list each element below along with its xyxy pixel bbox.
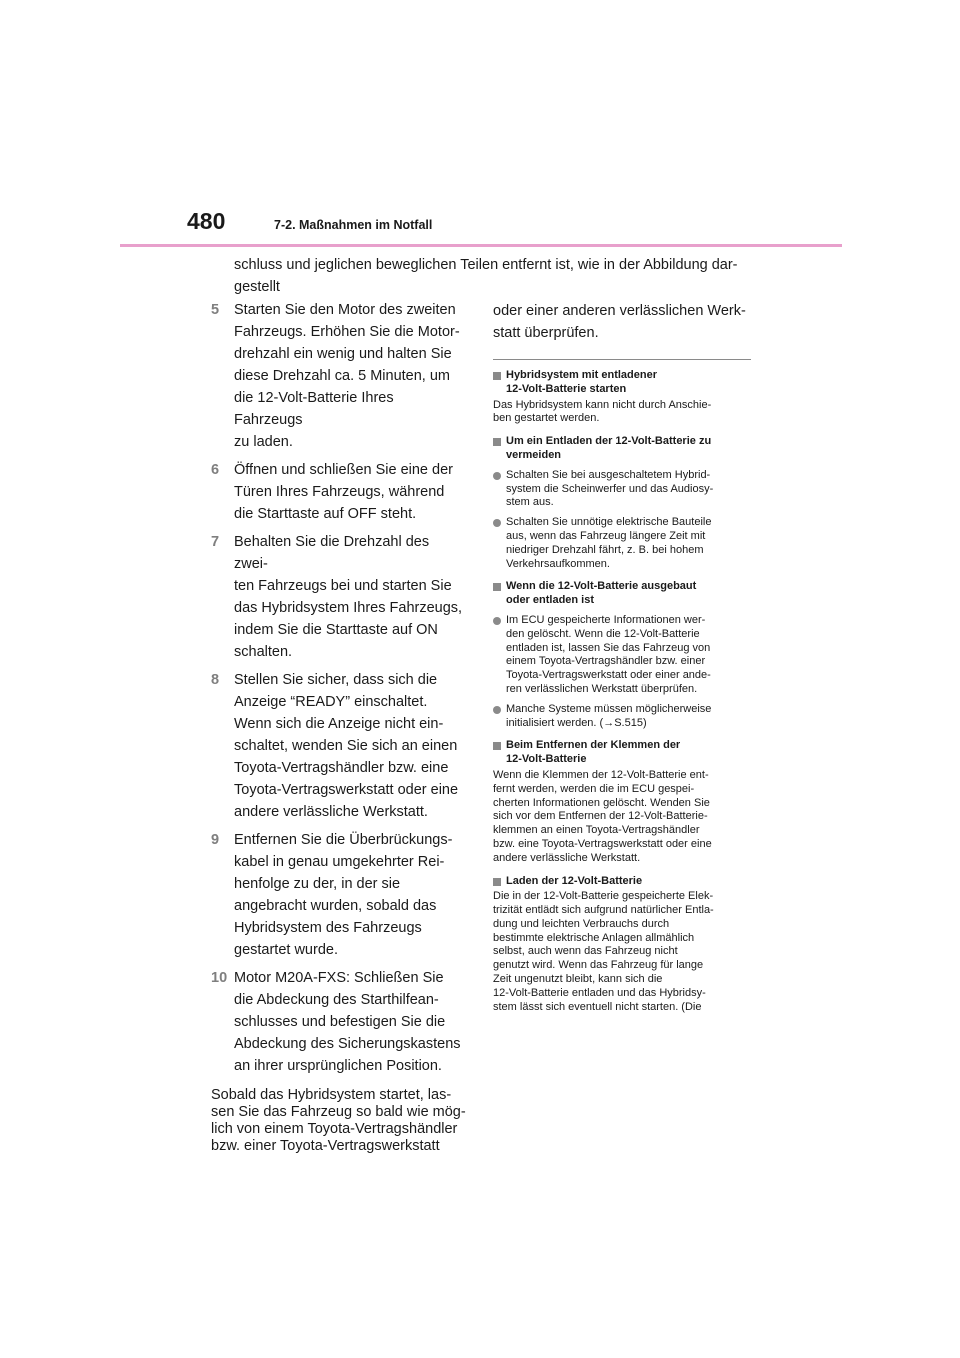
text-line: Behalten Sie die Drehzahl des zwei- xyxy=(234,534,430,572)
text-line: drehzahl ein wenig und halten Sie xyxy=(234,346,452,362)
step-number: 10 xyxy=(211,970,228,986)
step-item xyxy=(211,967,466,1077)
note-heading xyxy=(506,369,657,397)
text-line: Sobald das Hybridsystem startet, las- xyxy=(211,1087,452,1103)
text-line: initialisiert werden. (→S.515) xyxy=(506,716,647,729)
text-line: trizität entlädt sich aufgrund natürlicher Entla- xyxy=(493,904,714,917)
text-line: Fahrzeugs. Erhöhen Sie die Motor- xyxy=(234,324,460,340)
text-line: Abdeckung des Sicherungskastens xyxy=(234,1036,461,1052)
bullet-text xyxy=(506,703,711,731)
text-line: indem Sie die Starttaste auf ON xyxy=(234,622,438,638)
step-number: 8 xyxy=(211,672,220,688)
text-line: Wenn die Klemmen der 12-Volt-Batterie ent- xyxy=(493,768,709,781)
text-line: diese Drehzahl ca. 5 Minuten, um xyxy=(234,368,450,384)
step-number: 7 xyxy=(211,534,220,550)
text-line: oder entladen ist xyxy=(506,594,595,607)
text-line: ren verlässlichen Werkstatt überprüfen. xyxy=(506,682,698,695)
text-line: kabel in genau umgekehrter Rei- xyxy=(234,854,445,870)
chapter-title: 7-2. Maßnahmen im Notfall xyxy=(274,218,433,232)
text-line: Entfernen Sie die Überbrückungs- xyxy=(234,832,453,848)
text-line: 12-Volt-Batterie xyxy=(506,753,587,766)
text-line: system die Scheinwerfer und das Audiosy- xyxy=(506,482,714,495)
step-item xyxy=(211,299,466,453)
text-line: Toyota-Vertragswerkstatt oder eine xyxy=(234,782,459,798)
step-text xyxy=(234,967,461,1077)
text-line: Hybridsystem mit entladener xyxy=(506,369,657,381)
step-text xyxy=(234,669,458,823)
note-body xyxy=(493,399,751,427)
text-line: ten Fahrzeugs bei und starten Sie xyxy=(234,578,452,594)
text-line: bzw. einer Toyota-Vertragswerkstatt xyxy=(211,1138,440,1154)
text-line: die Starttaste auf OFF steht. xyxy=(234,506,417,522)
text-line: Verkehrsaufkommen. xyxy=(506,557,610,570)
text-line: schaltet, wenden Sie sich an einen xyxy=(234,738,458,754)
note-title xyxy=(493,739,751,767)
text-line: andere verlässliche Werkstatt. xyxy=(234,804,428,820)
text-line: Hybridsystem des Fahrzeugs xyxy=(234,920,422,936)
note-bullet xyxy=(493,703,751,731)
note-title xyxy=(493,369,751,397)
step-text xyxy=(234,829,452,961)
continuation-paragraph xyxy=(493,300,751,344)
text-line: selbst, auch wenn das Fahrzeug nicht xyxy=(493,945,678,958)
text-line: andere verlässliche Werkstatt. xyxy=(493,851,641,864)
note-bullet xyxy=(493,469,751,510)
text-line: die Abdeckung des Starthilfean- xyxy=(234,992,439,1008)
text-line: aus, wenn das Fahrzeug längere Zeit mit xyxy=(506,529,706,542)
dot-bullet-icon xyxy=(493,519,501,527)
notes-list xyxy=(493,369,751,1014)
bullet-text xyxy=(506,516,711,571)
text-line: oder einer anderen verlässlichen Werk- xyxy=(493,303,746,319)
note-heading xyxy=(506,435,711,463)
step-item xyxy=(211,829,466,961)
text-line: gestellt xyxy=(234,279,280,295)
text-line: den gelöscht. Wenn die 12-Volt-Batterie xyxy=(506,627,700,640)
note-body xyxy=(493,890,751,1014)
text-line: Schalten Sie bei ausgeschaltetem Hybrid- xyxy=(506,468,711,481)
text-line: bestimmte elektrische Anlagen allmählich xyxy=(493,931,695,944)
text-line: Schalten Sie unnötige elektrische Bauteile xyxy=(506,516,712,529)
note-section xyxy=(493,739,751,865)
text-line: zu laden. xyxy=(234,434,293,450)
note-section xyxy=(493,435,751,571)
note-title xyxy=(493,875,751,889)
dot-bullet-icon xyxy=(493,706,501,714)
text-line: Toyota-Vertragshändler bzw. eine xyxy=(234,760,449,776)
text-line: Laden der 12-Volt-Batterie xyxy=(506,874,643,887)
text-line: sen Sie das Fahrzeug so bald wie mög- xyxy=(211,1104,466,1120)
step-number: 9 xyxy=(211,832,220,848)
text-line: fernt werden, werden die im ECU gespei- xyxy=(493,782,695,795)
text-line: Anzeige “READY” einschaltet. xyxy=(234,694,428,710)
text-line: lich von einem Toyota-Vertragshändler xyxy=(211,1121,458,1137)
step-item xyxy=(211,531,466,663)
text-line: Das Hybridsystem kann nicht durch Anschie- xyxy=(493,398,712,411)
text-line: Motor M20A-FXS: Schließen Sie xyxy=(234,970,444,986)
note-heading xyxy=(506,580,696,608)
note-body xyxy=(493,769,751,866)
text-line: stem aus. xyxy=(506,496,554,509)
text-line: ben gestartet werden. xyxy=(493,412,600,425)
notes-divider xyxy=(493,359,751,360)
text-line: an ihrer ursprünglichen Position. xyxy=(234,1058,442,1074)
text-line: das Hybridsystem Ihres Fahrzeugs, xyxy=(234,600,463,616)
text-line: Türen Ihres Fahrzeugs, während xyxy=(234,484,445,500)
text-line: sich vor dem Entfernen der 12-Volt-Batterie- xyxy=(493,810,708,823)
text-line: Die in der 12-Volt-Batterie gespeicherte Elek- xyxy=(493,890,714,903)
text-line: Zeit ungenutzt bleibt, kann sich die xyxy=(493,973,663,986)
note-heading xyxy=(506,875,642,889)
text-line: einem Toyota-Vertragshändler bzw. einer xyxy=(506,655,706,668)
step-text xyxy=(234,459,453,525)
text-line: Öffnen und schließen Sie eine der xyxy=(234,462,453,478)
note-section xyxy=(493,875,751,1015)
text-line: niedriger Drehzahl fährt, z. B. bei hohem xyxy=(506,543,704,556)
header-rule xyxy=(120,244,842,247)
closing-paragraph xyxy=(211,1087,466,1155)
square-bullet-icon xyxy=(493,878,501,886)
text-line: schluss und jeglichen beweglichen Teilen entfernt ist, wie in der Abbildung dar- xyxy=(234,257,738,273)
step-item xyxy=(211,459,466,525)
note-section xyxy=(493,580,751,730)
text-line: henfolge zu der, in der sie xyxy=(234,876,401,892)
note-heading xyxy=(506,739,680,767)
note-title xyxy=(493,580,751,608)
dot-bullet-icon xyxy=(493,617,501,625)
text-line: Toyota-Vertragswerkstatt oder einer ande- xyxy=(506,669,711,682)
dot-bullet-icon xyxy=(493,472,501,480)
text-line: stem lässt sich eventuell nicht starten. (Die xyxy=(493,1000,702,1013)
step-text xyxy=(234,299,466,453)
text-line: Manche Systeme müssen möglicherweise xyxy=(506,702,712,715)
continuation-text xyxy=(234,254,754,298)
step-item xyxy=(211,669,466,823)
square-bullet-icon xyxy=(493,583,501,591)
right-continuation-text xyxy=(493,300,751,344)
text-line: angebracht wurden, sobald das xyxy=(234,898,437,914)
text-line: 12-Volt-Batterie entladen und das Hybridsy- xyxy=(493,986,706,999)
note-bullet xyxy=(493,614,751,697)
text-line: cherten Informationen gelöscht. Wenden Sie xyxy=(493,796,710,809)
text-line: entladen ist, lassen Sie das Fahrzeug von xyxy=(506,641,711,654)
text-line: Stellen Sie sicher, dass sich die xyxy=(234,672,438,688)
note-section xyxy=(493,369,751,426)
text-line: vermeiden xyxy=(506,448,562,461)
page-number: 480 xyxy=(187,208,226,234)
text-line: statt überprüfen. xyxy=(493,325,599,341)
square-bullet-icon xyxy=(493,438,501,446)
text-line: klemmen an einen Toyota-Vertragshändler xyxy=(493,824,700,837)
step-number: 6 xyxy=(211,462,220,478)
left-column xyxy=(211,299,466,1155)
text-line: gestartet wurde. xyxy=(234,942,338,958)
note-bullet xyxy=(493,516,751,571)
right-column xyxy=(493,300,751,1023)
step-text xyxy=(234,531,466,663)
text-line: genutzt wird. Wenn das Fahrzeug für lange xyxy=(493,959,704,972)
text-line: schlusses und befestigen Sie die xyxy=(234,1014,446,1030)
step-list xyxy=(211,299,466,1077)
text-line: die 12-Volt-Batterie Ihres Fahrzeugs xyxy=(234,390,394,428)
text-line: Wenn sich die Anzeige nicht ein- xyxy=(234,716,444,732)
text-line: 12-Volt-Batterie starten xyxy=(506,382,627,395)
text-line: Starten Sie den Motor des zweiten xyxy=(234,302,456,318)
square-bullet-icon xyxy=(493,372,501,380)
text-line: schalten. xyxy=(234,644,293,660)
text-line: Um ein Entladen der 12-Volt-Batterie zu xyxy=(506,435,712,448)
text-line: Beim Entfernen der Klemmen der xyxy=(506,739,681,752)
text-line: Wenn die 12-Volt-Batterie ausgebaut xyxy=(506,580,697,593)
square-bullet-icon xyxy=(493,742,501,750)
bullet-text xyxy=(506,614,711,697)
text-line: dung und leichten Verbrauchs durch xyxy=(493,917,670,930)
text-line: bzw. eine Toyota-Vertragswerkstatt oder eine xyxy=(493,837,712,850)
text-line: Im ECU gespeicherte Informationen wer- xyxy=(506,613,706,626)
step-number: 5 xyxy=(211,302,220,318)
bullet-text xyxy=(506,469,713,510)
note-title xyxy=(493,435,751,463)
